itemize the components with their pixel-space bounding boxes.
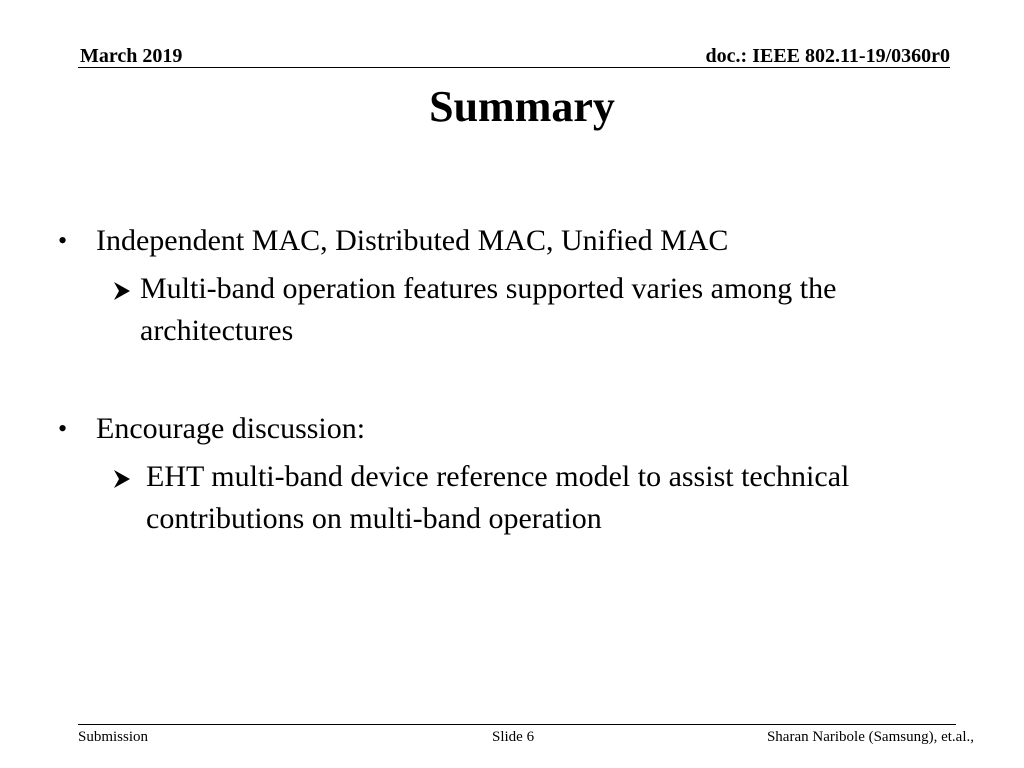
footer-divider	[78, 724, 956, 725]
bullet-text-1: Independent MAC, Distributed MAC, Unified MAC	[96, 224, 729, 257]
header-doc-id: doc.: IEEE 802.11-19/0360r0	[705, 45, 950, 67]
footer-submission: Submission	[78, 729, 149, 745]
arrowhead-icon	[112, 270, 132, 310]
sub-bullet-1-line-2: architectures	[140, 314, 294, 347]
slide-title: Summary	[429, 82, 615, 131]
header-date: March 2019	[80, 45, 183, 67]
bullet-text-2: Encourage discussion:	[96, 412, 366, 445]
header-divider	[78, 67, 950, 68]
sub-bullet-2-line-1: EHT multi-band device reference model to assist technical	[146, 460, 850, 493]
sub-bullet-1-line-1: Multi-band operation features supported varies among the	[140, 272, 837, 305]
footer-author: Sharan Naribole (Samsung), et.al.,	[766, 729, 974, 745]
bullet-dot-icon: •	[58, 226, 68, 255]
arrowhead-icon	[112, 458, 132, 498]
bullet-dot-icon: •	[58, 414, 68, 443]
sub-bullet-2-line-2: contributions on multi-band operation	[146, 502, 602, 535]
footer-slide-number: Slide 6	[492, 729, 535, 745]
